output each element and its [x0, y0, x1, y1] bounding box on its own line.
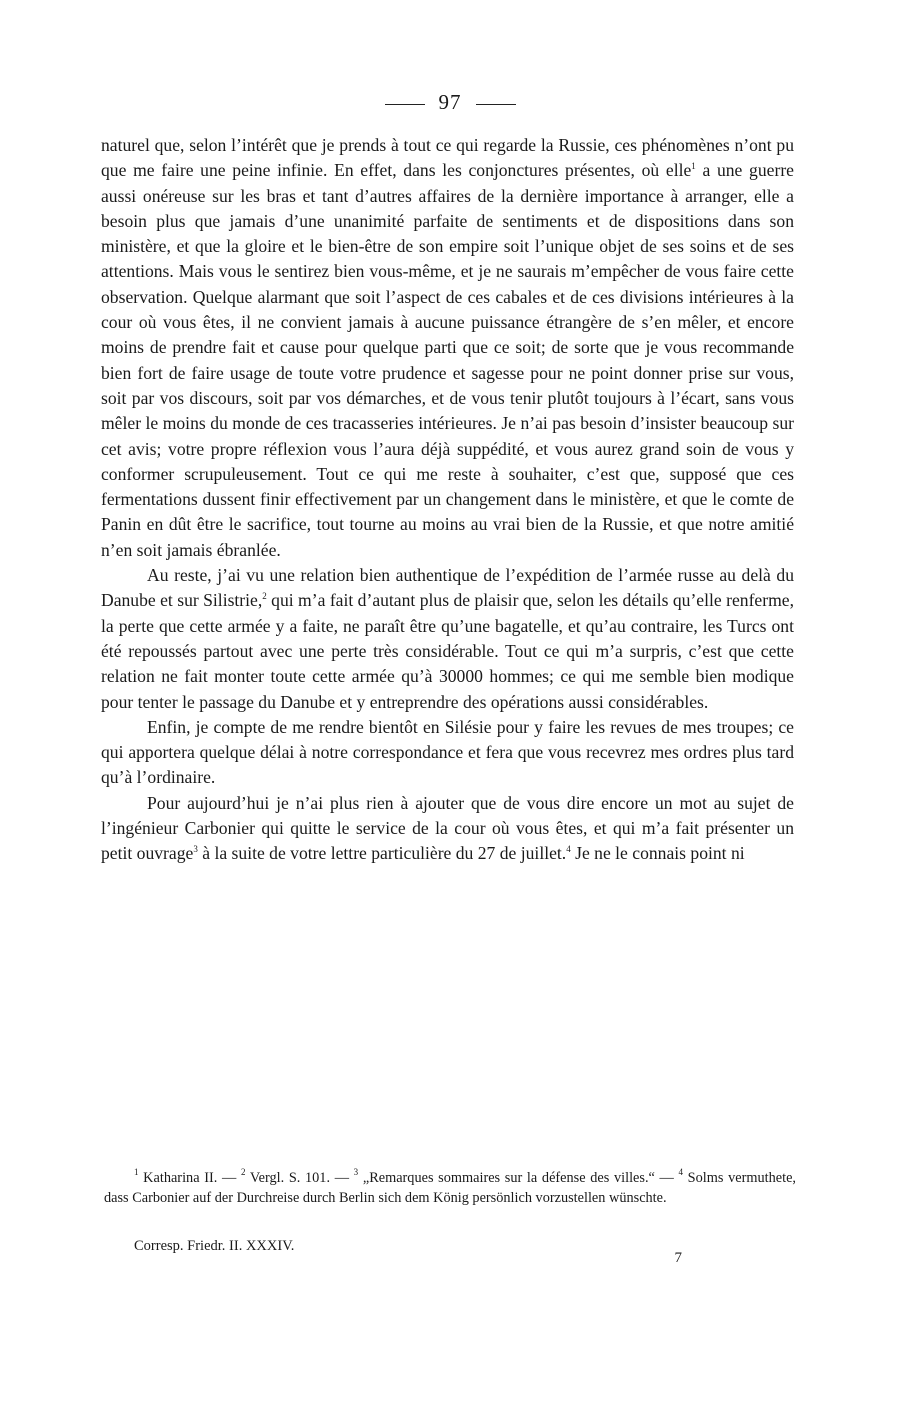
paragraph-text-run: qui m’a fait d’autant plus de plaisir que, selon les détails qu’elle renferme, la perte que cette armée y a faite, ne paraît être qu’une bagatelle, et qu’au contraire, les Turcs ont été repoussés partout avec une perte très considérable. Tout ce qui m’a surpris, c’est que cette relation ne fait monter toute cette armée qu’à 30000 hommes; ce qui me semble bien modique pour tenter le passage du Danube et y entreprendre des opérations aussi considérables.	[101, 590, 794, 712]
footnote-footnote-marker: 4	[678, 1167, 684, 1177]
paragraph-text-run: à la suite de votre lettre particulière du 27 de juillet.	[197, 843, 567, 864]
footnote-footnote-marker: 2	[240, 1167, 246, 1177]
footnote-text-run: Vergl. S. 101. —	[245, 1170, 354, 1186]
sheet-signature-mark: 7	[674, 1250, 682, 1266]
paragraph	[101, 563, 794, 715]
paragraph-footnote-marker: 4	[566, 844, 571, 855]
paragraph-text-run: naturel que, selon l’intérêt que je prends à tout ce qui regarde la Russie, ces phénomènes n’ont pu que me faire une peine infinie. En effet, dans les conjonctures présentes, où elle	[101, 135, 794, 181]
paragraph-text-run: a une guerre aussi onéreuse sur les bras et tant d’autres affaires de la dernière importance à arranger, elle a besoin plus que jamais d’une unanimité parfaite de sentiments et de dispositions dans son ministère, et que la gloire et le bien-être de son empire soit l’unique objet de ses soins et de ses attentions. Mais vous le sentirez bien vous-même, et je ne saurais m’empêcher de vous faire cette observation. Quelque alarmant que soit l’aspect de ces cabales et de ces divisions intérieures à la cour où vous êtes, il ne convient jamais à aucune puissance étrangère de s’en mêler, et encore moins de prendre fait et cause pour quelque parti que ce soit; de sorte que je vous recommande bien fort de faire usage de toute votre prudence et sagesse pour ne point donner prise sur vous, soit par vos discours, soit par vos démarches, et de vous tenir plutôt toujours à l’écart, sans vous mêler le moins du monde de ces tracasseries intérieures. Je n’ai pas besoin d’insister beaucoup sur cet avis; votre propre réflexion vous l’aura déjà suppédité, et vous aurez grand soin de vous y conformer scrupuleusement. Tout ce qui me reste à souhaiter, c’est que, supposé que ces fermentations dussent finir effectivement par un changement dans le ministère, et que le comte de Panin en dût être le sacrifice, tout tourne au moins au vrai bien de la Russie, et que notre amitié n’en soit jamais ébranlée.	[101, 160, 794, 560]
page-footer	[134, 1238, 794, 1266]
header-rule-left	[385, 104, 425, 105]
page-header	[0, 90, 900, 115]
paragraph-footnote-marker: 1	[691, 161, 696, 172]
paragraph	[101, 791, 794, 867]
paragraph	[101, 133, 794, 563]
header-rule-right	[476, 104, 516, 105]
footnote-text-run: Katharina II. —	[138, 1170, 241, 1186]
paragraph-text-run: Pour aujourd’hui je n’ai plus rien à ajouter que de vous dire encore un mot au sujet de l’ingénieur Carbonier qui quitte le service de la cour où vous êtes, et qui m’a fait présenter un petit ouvrage	[101, 792, 794, 864]
footnote-footnote-marker: 3	[353, 1167, 359, 1177]
footnote-text	[104, 1168, 796, 1208]
body-text	[101, 133, 794, 867]
paragraph-footnote-marker: 2	[262, 591, 267, 602]
footnotes	[104, 1168, 796, 1208]
paragraph-footnote-marker: 3	[193, 844, 198, 855]
paragraph-text-run: Au reste, j’ai vu une relation bien authentique de l’expédition de l’armée russe au delà du Danube et sur Silistrie,	[101, 565, 794, 611]
page-number: 97	[438, 90, 462, 114]
footnote-text-run: Solms vermuthete, dass Carbonier auf der Durchreise durch Berlin sich dem König persönlich vorzustellen wünschte.	[104, 1170, 796, 1206]
footnote-footnote-marker: 1	[134, 1167, 139, 1177]
paragraph-text-run: Enfin, je compte de me rendre bientôt en Silésie pour y faire les revues de mes troupes; ce qui apportera quelque délai à notre correspondance et fera que vous recevrez mes ordres plus tard qu’à l’ordinaire.	[101, 716, 794, 788]
footnote-text-run: „Remarques sommaires sur la défense des villes.“ —	[358, 1170, 679, 1186]
paragraph	[101, 715, 794, 791]
paragraph-text-run: Je ne le connais point ni	[570, 843, 745, 864]
source-line: Corresp. Friedr. II. XXXIV.	[134, 1238, 295, 1254]
